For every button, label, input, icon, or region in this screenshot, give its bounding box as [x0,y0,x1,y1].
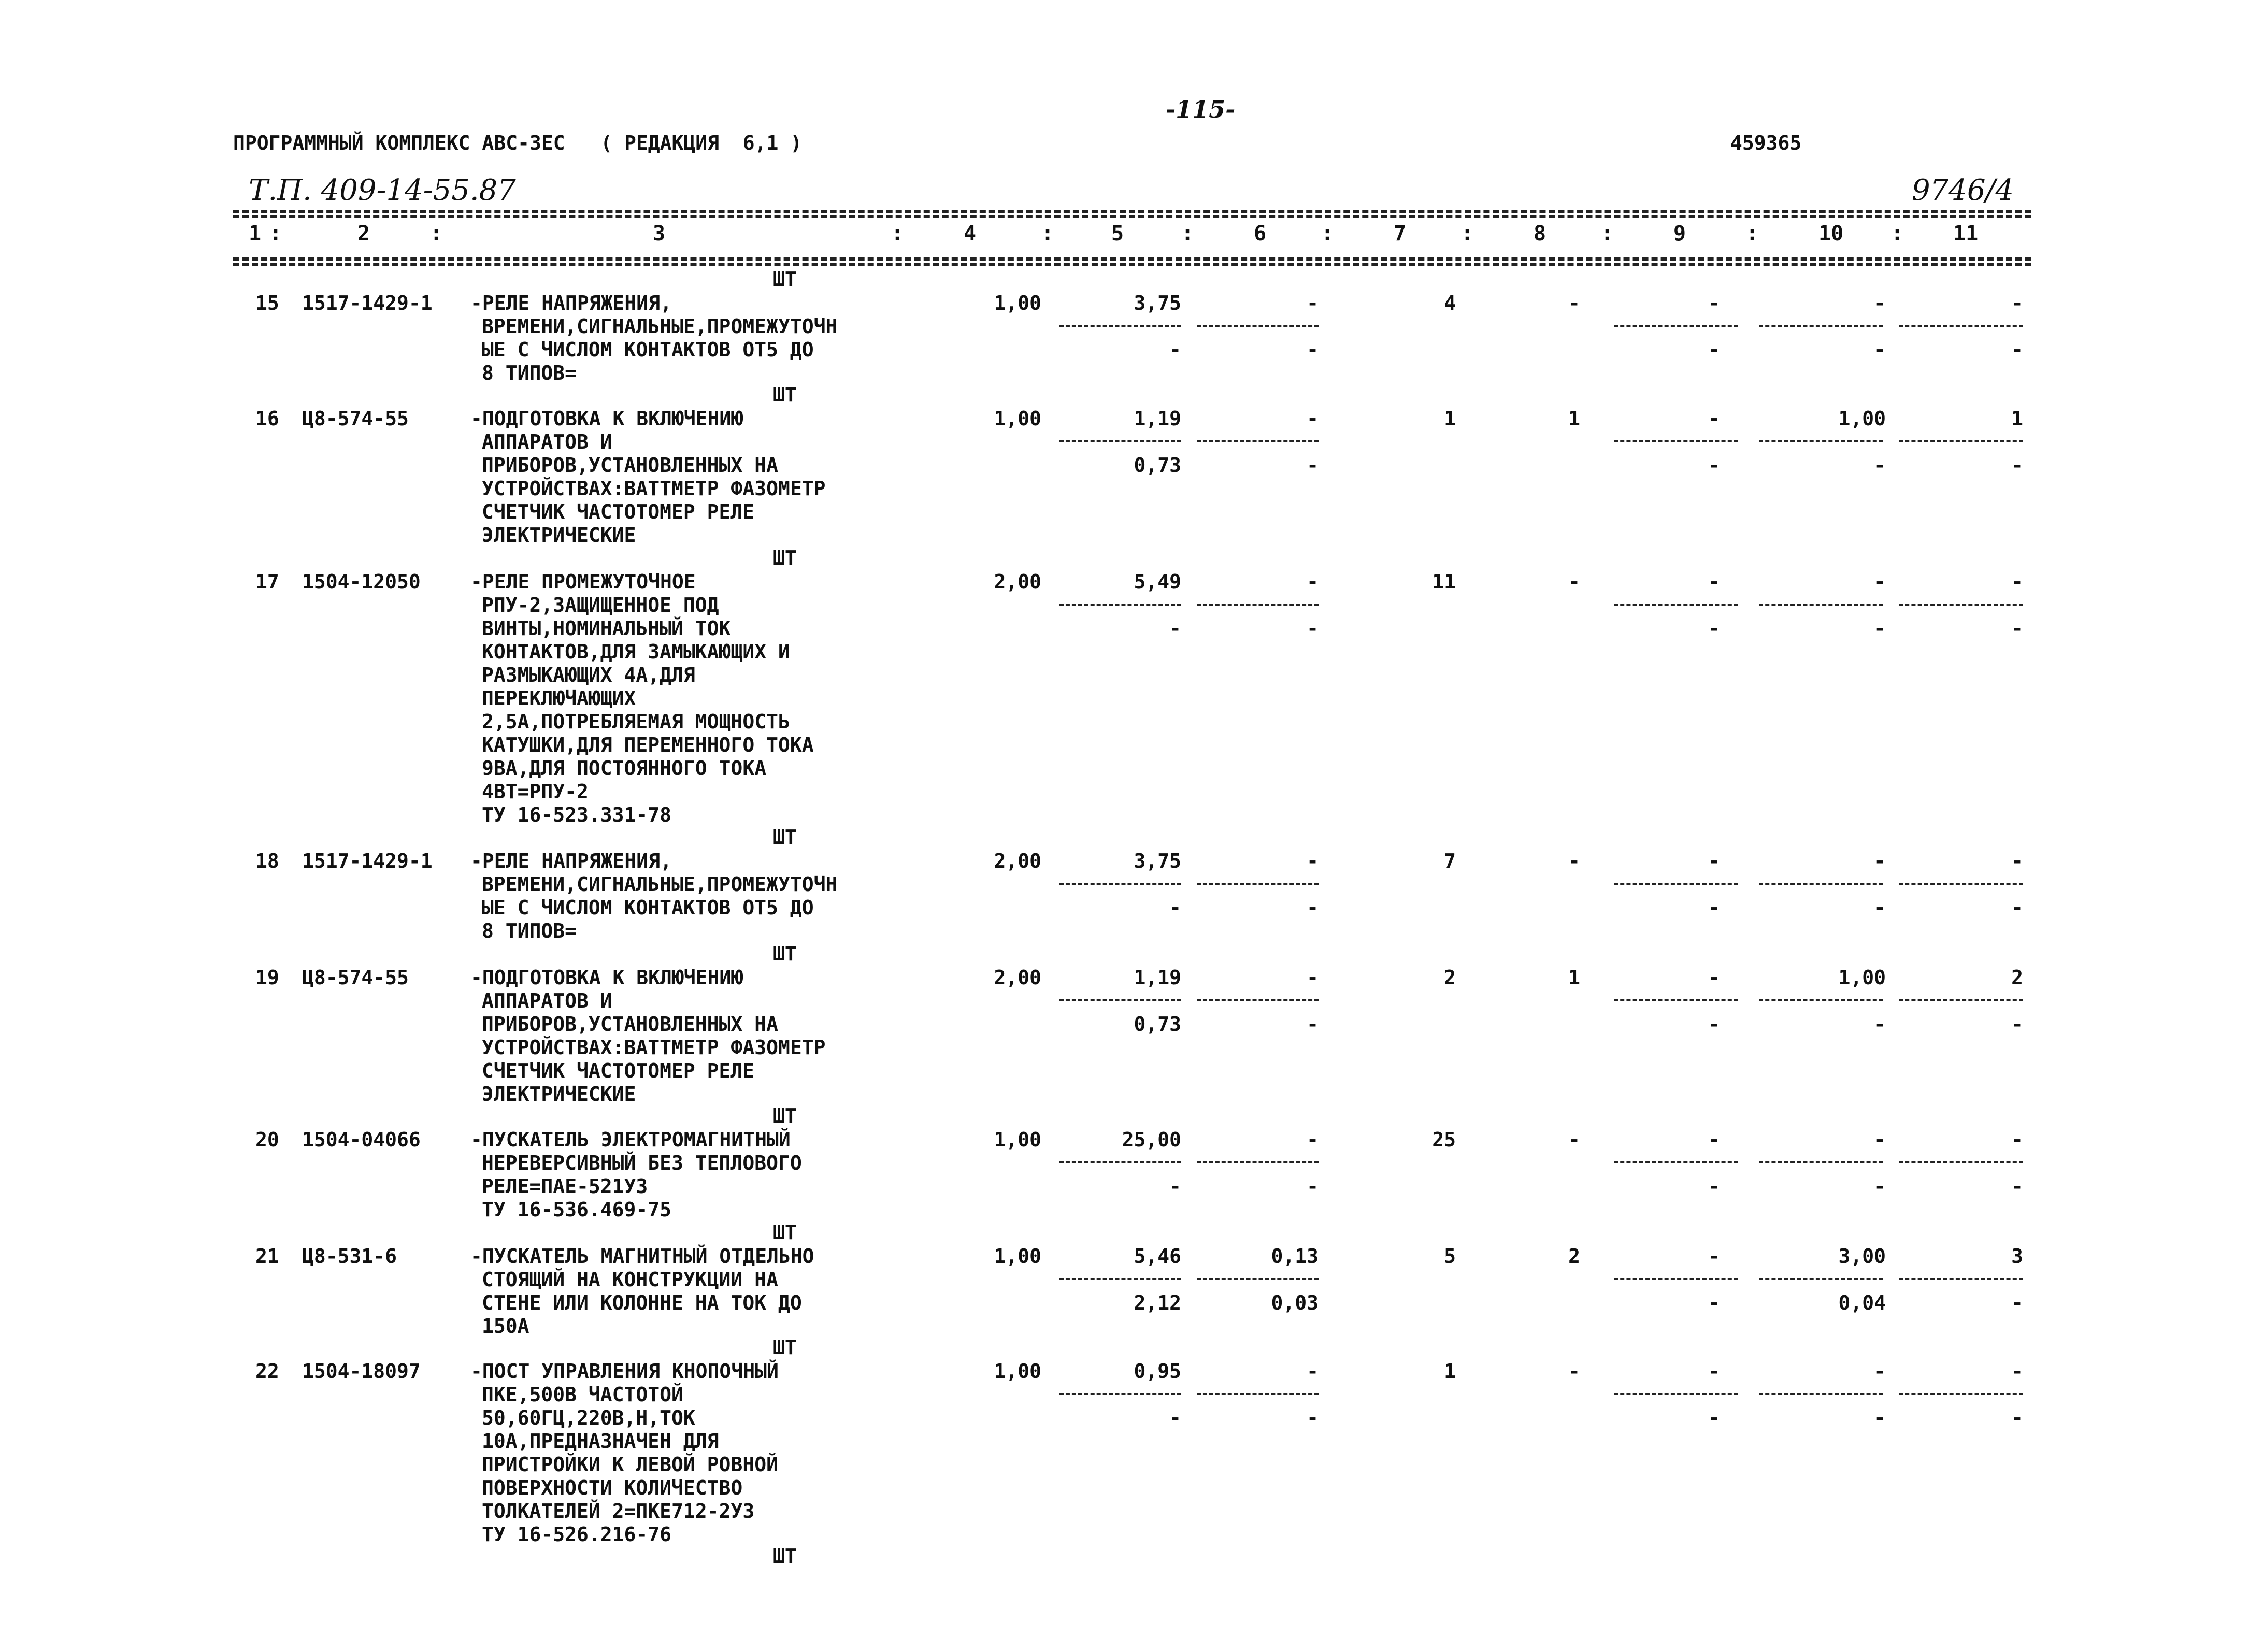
col11-bottom: - [2011,1013,2023,1036]
col6-divider [1197,1278,1319,1280]
row-description-line: АППАРАТОВ И [482,989,612,1012]
col-sep: : [1601,222,1614,246]
col9-bottom: - [1708,1175,1720,1198]
row-number: 19 [255,966,279,989]
row-code: 1504-04066 [302,1128,421,1151]
col9-divider [1614,440,1738,442]
row-number: 17 [255,570,279,593]
col9-top: - [1708,1128,1720,1151]
col5-bottom: 2,12 [1134,1291,1181,1314]
row-description-line: ЭЛЕКТРИЧЕСКИЕ [482,1083,636,1105]
col-sep: : [1041,222,1054,246]
col9-top: - [1708,1245,1720,1268]
col6-bottom: 0,03 [1271,1291,1319,1314]
col4-quantity: 2,00 [994,850,1041,872]
col10-divider [1759,325,1883,327]
col11-divider [1899,999,2023,1001]
col11-divider [1899,1278,2023,1280]
col10-bottom: - [1874,1406,1886,1429]
row-description-line: ТУ 16-523.331-78 [482,803,672,826]
row-description-line: 8 ТИПОВ= [482,362,577,384]
col5-divider [1059,1278,1181,1280]
row-description-line: ВРЕМЕНИ,СИГНАЛЬНЫЕ,ПРОМЕЖУТОЧН [482,873,838,896]
col10-top: - [1874,570,1886,593]
col-sep: : [1461,222,1474,246]
col7-value: 4 [1444,292,1456,314]
col8-value: 1 [1568,407,1580,430]
col7-value: 2 [1444,966,1456,989]
row-description-line: -РЕЛЕ ПРОМЕЖУТОЧНОЕ [470,570,696,593]
row-description-line: ПРИБОРОВ,УСТАНОВЛЕННЫХ НА [482,1013,778,1036]
col8-value: - [1568,850,1580,872]
col11-divider [1899,883,2023,885]
row-description-line: ТУ 16-526.216-76 [482,1523,672,1546]
col11-bottom: - [2011,1406,2023,1429]
col10-bottom: - [1874,338,1886,361]
row-description-line: -ПОСТ УПРАВЛЕНИЯ КНОПОЧНЫЙ [470,1360,779,1383]
col-sep: : [891,222,904,246]
col-header-4: 4 [964,222,977,246]
col10-divider [1759,440,1883,442]
row-description-line: ЫЕ С ЧИСЛОМ КОНТАКТОВ ОТ5 ДО [482,338,814,361]
col7-value: 1 [1444,1360,1456,1383]
row-description-line: СТОЯЩИЙ НА КОНСТРУКЦИИ НА [482,1268,778,1291]
col-sep: : [1181,222,1194,246]
row-number: 21 [255,1245,279,1268]
col5-divider [1059,999,1181,1001]
col-header-1: 1 [249,222,262,246]
row-code: 1517-1429-1 [302,292,433,314]
col9-divider [1614,1161,1738,1163]
row-description-line: 50,60ГЦ,220В,Н,ТОК [482,1406,695,1429]
row-description-line: СТЕНЕ ИЛИ КОЛОННЕ НА ТОК ДО [482,1291,802,1314]
col5-top: 1,19 [1134,966,1181,989]
col10-top: 3,00 [1838,1245,1886,1268]
col5-top: 5,46 [1134,1245,1181,1268]
row-description-line: ЭЛЕКТРИЧЕСКИЕ [482,524,636,547]
project-number-handwritten: Т.П. 409-14-55.87 [249,174,516,207]
col-header-9: 9 [1673,222,1686,246]
unit-label: ШТ [773,383,797,406]
col6-bottom: - [1307,896,1319,919]
col9-divider [1614,604,1738,606]
col6-divider [1197,999,1319,1001]
col6-divider [1197,883,1319,885]
col9-bottom: - [1708,454,1720,477]
row-description-line: СЧЕТЧИК ЧАСТОТОМЕР РЕЛЕ [482,500,755,523]
col6-top: - [1307,407,1319,430]
col9-divider [1614,1278,1738,1280]
col9-bottom: - [1708,338,1720,361]
row-description-line: -ПУСКАТЕЛЬ МАГНИТНЫЙ ОТДЕЛЬНО [470,1245,814,1268]
row-description-line: -ПОДГОТОВКА К ВКЛЮЧЕНИЮ [470,966,743,989]
col-header-5: 5 [1111,222,1124,246]
col10-top: - [1874,1360,1886,1383]
row-code: 1504-18097 [302,1360,421,1383]
col10-divider [1759,1393,1883,1395]
row-description-line: 10А,ПРЕДНАЗНАЧЕН ДЛЯ [482,1430,719,1453]
col5-divider [1059,883,1181,885]
col-header-8: 8 [1534,222,1546,246]
col10-top: - [1874,1128,1886,1151]
col6-top: - [1307,850,1319,872]
col8-value: 2 [1568,1245,1580,1268]
col11-top: - [2011,850,2023,872]
row-description-line: 8 ТИПОВ= [482,920,577,942]
row-description-line: 4ВТ=РПУ-2 [482,780,589,803]
col-sep: : [430,222,443,246]
col9-bottom: - [1708,1291,1720,1314]
col10-bottom: - [1874,1175,1886,1198]
col11-top: 2 [2011,966,2023,989]
col9-divider [1614,883,1738,885]
col-sep: : [269,222,282,246]
col-header-10: 10 [1818,222,1844,246]
row-description-line: РАЗМЫКАЮЩИХ 4А,ДЛЯ [482,664,695,686]
document-code: 459365 [1730,132,1802,154]
col8-value: 1 [1568,966,1580,989]
col9-top: - [1708,1360,1720,1383]
col9-bottom: - [1708,1013,1720,1036]
col7-value: 1 [1444,407,1456,430]
row-description-line: ТУ 16-536.469-75 [482,1198,672,1221]
col5-divider [1059,325,1181,327]
col-sep: : [1321,222,1334,246]
row-description-line: НЕРЕВЕРСИВНЫЙ БЕЗ ТЕПЛОВОГО [482,1152,802,1174]
col5-top: 1,19 [1134,407,1181,430]
unit-label: ШТ [773,1336,797,1359]
row-description-line: КАТУШКИ,ДЛЯ ПЕРЕМЕННОГО ТОКА [482,734,814,756]
col6-bottom: - [1307,1406,1319,1429]
unit-label: ШТ [773,826,797,849]
col5-top: 3,75 [1134,850,1181,872]
table-header-rule-2 [233,263,2031,266]
col11-bottom: - [2011,1175,2023,1198]
col10-bottom: - [1874,896,1886,919]
col11-divider [1899,604,2023,606]
page-number: -115- [1166,95,1236,123]
col6-bottom: - [1307,1175,1319,1198]
row-description-line: ТОЛКАТЕЛЕЙ 2=ПКЕ712-2У3 [482,1500,755,1522]
col8-value: - [1568,1128,1580,1151]
col9-divider [1614,1393,1738,1395]
row-description-line: -РЕЛЕ НАПРЯЖЕНИЯ, [470,292,672,314]
row-description-line: КОНТАКТОВ,ДЛЯ ЗАМЫКАЮЩИХ И [482,640,790,663]
row-description-line: 150А [482,1315,529,1338]
col6-divider [1197,604,1319,606]
unit-label: ШТ [773,1104,797,1127]
col11-bottom: - [2011,454,2023,477]
row-code: 1504-12050 [302,570,421,593]
row-description-line: РЕЛЕ=ПАЕ-521У3 [482,1175,648,1198]
col6-bottom: - [1307,338,1319,361]
col6-top: - [1307,1360,1319,1383]
col4-quantity: 1,00 [994,407,1041,430]
col9-top: - [1708,850,1720,872]
program-title: ПРОГРАММНЫЙ КОМПЛЕКС АВС-3ЕС ( РЕДАКЦИЯ 6,1 ) [233,132,803,154]
row-description-line: ПЕРЕКЛЮЧАЮЩИХ [482,687,636,710]
col11-bottom: - [2011,617,2023,640]
row-description-line: ЫЕ С ЧИСЛОМ КОНТАКТОВ ОТ5 ДО [482,896,814,919]
col11-divider [1899,325,2023,327]
col9-bottom: - [1708,1406,1720,1429]
col6-bottom: - [1307,1013,1319,1036]
col9-bottom: - [1708,617,1720,640]
col5-bottom: - [1169,338,1181,361]
col5-divider [1059,1393,1181,1395]
col5-divider [1059,440,1181,442]
col9-top: - [1708,407,1720,430]
col6-top: 0,13 [1271,1245,1319,1268]
col10-bottom: 0,04 [1838,1291,1886,1314]
col6-divider [1197,440,1319,442]
row-description-line: УСТРОЙСТВАХ:ВАТТМЕТР ФАЗОМЕТР [482,477,826,500]
col5-bottom: - [1169,1406,1181,1429]
col9-divider [1614,325,1738,327]
col10-divider [1759,883,1883,885]
col9-top: - [1708,570,1720,593]
col5-bottom: - [1169,896,1181,919]
row-description-line: УСТРОЙСТВАХ:ВАТТМЕТР ФАЗОМЕТР [482,1036,826,1059]
col10-divider [1759,1161,1883,1163]
col9-top: - [1708,292,1720,314]
col5-top: 25,00 [1122,1128,1181,1151]
col11-bottom: - [2011,896,2023,919]
row-description-line: ПРИСТРОЙКИ К ЛЕВОЙ РОВНОЙ [482,1453,778,1476]
col10-bottom: - [1874,1013,1886,1036]
col9-divider [1614,999,1738,1001]
col9-bottom: - [1708,896,1720,919]
col11-divider [1899,1161,2023,1163]
unit-label: ШТ [773,547,797,569]
col4-quantity: 1,00 [994,292,1041,314]
col-header-2: 2 [357,222,370,246]
col11-top: 3 [2011,1245,2023,1268]
col10-divider [1759,604,1883,606]
row-description-line: -ПОДГОТОВКА К ВКЛЮЧЕНИЮ [470,407,743,430]
col6-top: - [1307,292,1319,314]
col-header-6: 6 [1254,222,1267,246]
col8-value: - [1568,1360,1580,1383]
unit-label: ШТ [773,942,797,965]
col5-top: 3,75 [1134,292,1181,314]
col7-value: 5 [1444,1245,1456,1268]
col7-value: 7 [1444,850,1456,872]
col-sep: : [1891,222,1904,246]
unit-label: ШТ [773,1221,797,1244]
col5-bottom: 0,73 [1134,1013,1181,1036]
col-header-3: 3 [653,222,666,246]
table-top-rule-2 [233,215,2031,218]
col-header-7: 7 [1394,222,1407,246]
col10-divider [1759,1278,1883,1280]
col11-bottom: - [2011,338,2023,361]
col8-value: - [1568,292,1580,314]
col11-top: - [2011,570,2023,593]
col5-bottom: - [1169,617,1181,640]
row-description-line: -ПУСКАТЕЛЬ ЭЛЕКТРОМАГНИТНЫЙ [470,1128,791,1151]
row-code: Ц8-574-55 [302,407,409,430]
row-description-line: -РЕЛЕ НАПРЯЖЕНИЯ, [470,850,672,872]
row-code: Ц8-574-55 [302,966,409,989]
col11-top: 1 [2011,407,2023,430]
row-code: Ц8-531-6 [302,1245,397,1268]
row-description-line: АППАРАТОВ И [482,430,612,453]
col10-bottom: - [1874,454,1886,477]
col6-bottom: - [1307,617,1319,640]
sheet-number-handwritten: 9746/4 [1912,174,2014,207]
col5-bottom: 0,73 [1134,454,1181,477]
col4-quantity: 2,00 [994,570,1041,593]
unit-label: ШТ [773,1545,797,1568]
col-sep: : [1746,222,1759,246]
col4-quantity: 1,00 [994,1245,1041,1268]
col11-bottom: - [2011,1291,2023,1314]
col5-divider [1059,604,1181,606]
row-description-line: 9ВА,ДЛЯ ПОСТОЯННОГО ТОКА [482,757,767,780]
col11-top: - [2011,1128,2023,1151]
col4-quantity: 1,00 [994,1128,1041,1151]
col4-quantity: 1,00 [994,1360,1041,1383]
row-number: 16 [255,407,279,430]
col5-divider [1059,1161,1181,1163]
row-description-line: ПКЕ,500В ЧАСТОТОЙ [482,1383,683,1406]
row-number: 22 [255,1360,279,1383]
col11-top: - [2011,1360,2023,1383]
col4-quantity: 2,00 [994,966,1041,989]
row-description-line: РПУ-2,ЗАЩИЩЕННОЕ ПОД [482,594,719,616]
col6-top: - [1307,966,1319,989]
col-header-11: 11 [1953,222,1979,246]
col10-bottom: - [1874,617,1886,640]
col6-top: - [1307,1128,1319,1151]
row-description-line: 2,5А,ПОТРЕБЛЯЕМАЯ МОЩНОСТЬ [482,710,790,733]
col8-value: - [1568,570,1580,593]
col10-top: - [1874,292,1886,314]
row-description-line: ПОВЕРХНОСТИ КОЛИЧЕСТВО [482,1476,743,1499]
table-top-rule [233,210,2031,213]
row-description-line: ВРЕМЕНИ,СИГНАЛЬНЫЕ,ПРОМЕЖУТОЧН [482,315,838,338]
unit-label: ШТ [773,268,797,291]
col10-divider [1759,999,1883,1001]
col5-top: 5,49 [1134,570,1181,593]
col11-divider [1899,1393,2023,1395]
table-header-rule [233,257,2031,261]
col6-top: - [1307,570,1319,593]
col11-divider [1899,440,2023,442]
row-number: 18 [255,850,279,872]
col6-bottom: - [1307,454,1319,477]
col10-top: - [1874,850,1886,872]
col9-top: - [1708,966,1720,989]
row-description-line: ВИНТЫ,НОМИНАЛЬНЫЙ ТОК [482,617,731,640]
row-code: 1517-1429-1 [302,850,433,872]
col6-divider [1197,1161,1319,1163]
col6-divider [1197,1393,1319,1395]
col10-top: 1,00 [1838,966,1886,989]
row-number: 15 [255,292,279,314]
row-description-line: СЧЕТЧИК ЧАСТОТОМЕР РЕЛЕ [482,1059,755,1082]
col7-value: 25 [1432,1128,1456,1151]
row-number: 20 [255,1128,279,1151]
col5-bottom: - [1169,1175,1181,1198]
row-description-line: ПРИБОРОВ,УСТАНОВЛЕННЫХ НА [482,454,778,477]
col7-value: 11 [1432,570,1456,593]
col5-top: 0,95 [1134,1360,1181,1383]
col10-top: 1,00 [1838,407,1886,430]
col11-top: - [2011,292,2023,314]
col6-divider [1197,325,1319,327]
